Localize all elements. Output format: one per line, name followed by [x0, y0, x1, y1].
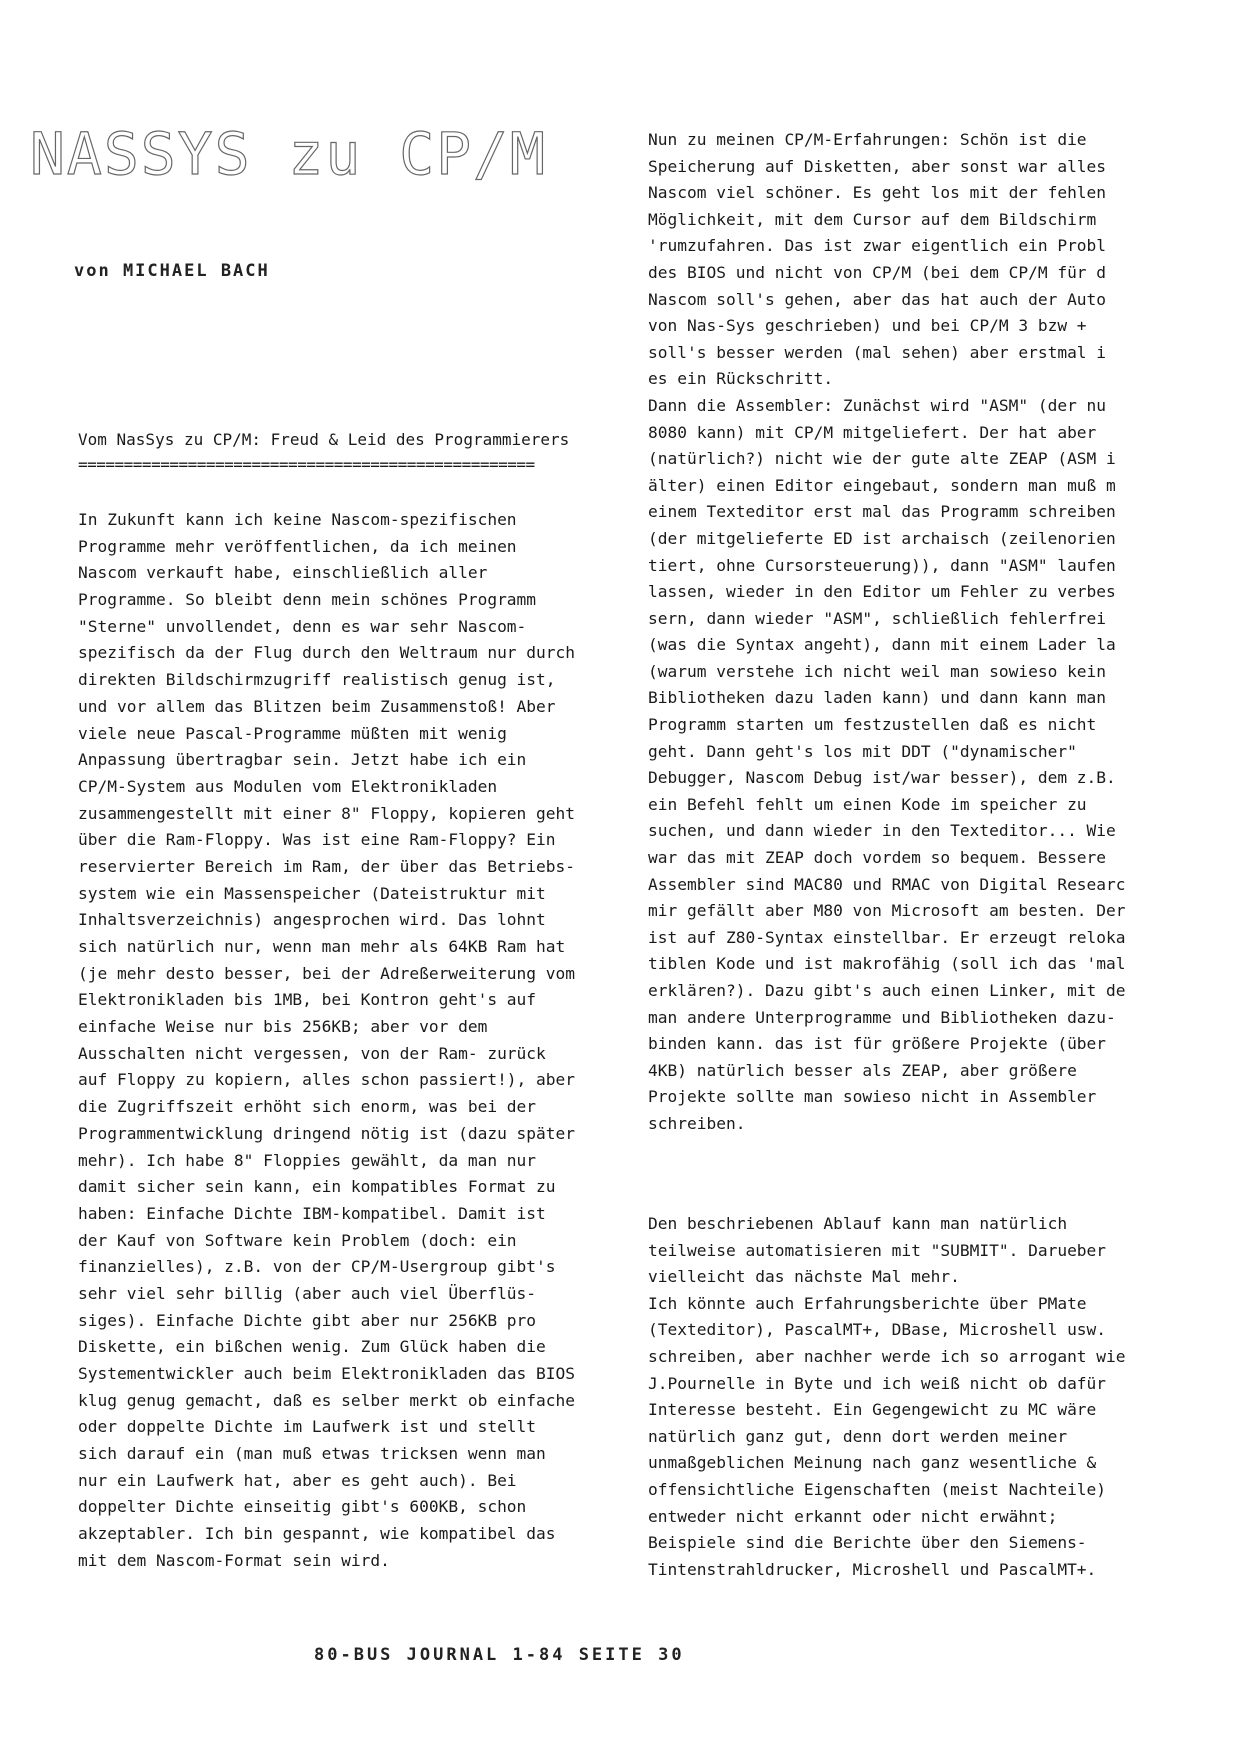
text-line: Systementwickler auch beim Elektronikladen das BIOS [78, 1364, 576, 1383]
article-title: NASSYS zu CP/M [30, 120, 547, 188]
text-line: Möglichkeit, mit dem Cursor auf dem Bildschirm [648, 209, 1097, 229]
text-line: und vor allem das Blitzen beim Zusammenstoß! Aber [78, 696, 556, 716]
text-line: nur ein Laufwerk hat, aber es geht auch). Bei [78, 1470, 517, 1490]
text-line: Debugger, Nascom Debug ist/war besser), dem z.B. [648, 768, 1116, 788]
text-line: Assembler sind MAC80 und RMAC von Digital Researc [648, 874, 1126, 894]
text-line: Tintenstrahldrucker, Microshell und PascalMT+. [648, 1559, 1097, 1579]
text-line: Nun zu meinen CP/M-Erfahrungen: Schön ist die [648, 130, 1087, 149]
text-line: Anpassung übertragbar sein. Jetzt habe ich ein [78, 750, 527, 770]
text-line: (der mitgelieferte ED ist archaisch (zeilenorien [648, 528, 1116, 548]
text-line: In Zukunft kann ich keine Nascom-spezifischen [78, 510, 517, 529]
page-footer: 80-BUS JOURNAL 1-84 SEITE 30 [314, 1645, 685, 1665]
text-line: spezifisch da der Flug durch den Weltraum nur durch [78, 643, 576, 663]
right-column-text-bottom [648, 1211, 1126, 1583]
text-line: teilweise automatisieren mit "SUBMIT". Darueber [648, 1240, 1107, 1260]
text-line: mehr). Ich habe 8" Floppies gewählt, da man nur [78, 1150, 537, 1170]
text-line: Den beschriebenen Ablauf kann man natürlich [648, 1214, 1068, 1233]
text-line: natürlich ganz gut, denn dort werden meiner [648, 1426, 1068, 1446]
text-line: Interesse besteht. Ein Gegengewicht zu MC wäre [648, 1400, 1097, 1420]
text-line: system wie ein Massenspeicher (Dateistruktur mit [78, 883, 546, 903]
text-line: Diskette, ein bißchen wenig. Zum Glück haben die [78, 1337, 546, 1357]
text-line: tiblen Kode und ist makrofähig (soll ich das 'mal [648, 954, 1126, 974]
right-column-text-top [648, 127, 1126, 1138]
text-line: oder doppelte Dichte im Laufwerk ist und stellt [78, 1417, 537, 1437]
text-line: 8080 kann) mit CP/M mitgeliefert. Der hat aber [648, 422, 1097, 442]
text-line: direkten Bildschirmzugriff realistisch genug ist, [78, 670, 556, 690]
text-line: geht. Dann geht's los mit DDT ("dynamischer" [648, 741, 1077, 761]
text-line: klug genug gemacht, daß es selber merkt ob einfache [78, 1390, 576, 1410]
text-line: Nascom soll's gehen, aber das hat auch der Auto [648, 289, 1107, 309]
text-line: sehr viel sehr billig (aber auch viel Überflüs- [78, 1283, 537, 1303]
text-line: Bibliotheken dazu laden kann) und dann kann man [648, 688, 1107, 708]
text-line: sern, dann wieder "ASM", schließlich fehlerfrei [648, 608, 1107, 628]
text-line: Programme mehr veröffentlichen, da ich meinen [78, 536, 517, 556]
text-line: schreiben. [648, 1113, 746, 1133]
text-line: ein Befehl fehlt um einen Kode im speicher zu [648, 794, 1087, 814]
text-line: Nascom verkauft habe, einschließlich aller [78, 563, 488, 583]
text-line: auf Floppy zu kopiern, alles schon passiert!), aber [78, 1070, 576, 1090]
text-line: Elektronikladen bis 1MB, bei Kontron geht's auf [78, 990, 537, 1010]
text-line: mit dem Nascom-Format sein wird. [78, 1550, 390, 1570]
text-line: einem Texteditor erst mal das Programm schreiben [648, 502, 1116, 522]
text-line: akzeptabler. Ich bin gespannt, wie kompatibel das [78, 1524, 556, 1544]
text-line: lassen, wieder in den Editor um Fehler zu verbes [648, 582, 1116, 602]
text-line: viele neue Pascal-Programme müßten mit wenig [78, 723, 507, 743]
text-line: binden kann. das ist für größere Projekte (über [648, 1034, 1107, 1054]
text-line: unmaßgeblichen Meinung nach ganz wesentliche & [648, 1453, 1097, 1473]
text-line: älter) einen Editor eingebaut, sondern man muß m [648, 475, 1116, 495]
text-line: ist auf Z80-Syntax einstellbar. Er erzeugt reloka [648, 927, 1126, 947]
text-line: CP/M-System aus Modulen vom Elektronikladen [78, 776, 498, 796]
text-line: von Nas-Sys geschrieben) und bei CP/M 3 bzw + [648, 316, 1087, 336]
text-line: doppelter Dichte einseitig gibt's 600KB, schon [78, 1497, 527, 1517]
text-line: schreiben, aber nachher werde ich so arrogant wie [648, 1346, 1126, 1366]
text-line: sich natürlich nur, wenn man mehr als 64KB Ram hat [78, 937, 566, 956]
text-line: zusammengestellt mit einer 8" Floppy, kopieren geht [78, 803, 576, 823]
text-line: Beispiele sind die Berichte über den Siemens- [648, 1533, 1087, 1553]
text-line: suchen, und dann wieder in den Texteditor... Wie [648, 821, 1116, 841]
text-line: Ausschalten nicht vergessen, von der Ram- zurück [78, 1043, 546, 1063]
text-line: J.Pournelle in Byte und ich weiß nicht ob dafür [648, 1373, 1107, 1393]
text-line: 'rumzufahren. Das ist zwar eigentlich ein Probl [648, 236, 1107, 256]
text-line: die Zugriffszeit erhöht sich enorm, was bei der [78, 1097, 537, 1117]
text-line: über die Ram-Floppy. Was ist eine Ram-Floppy? Ein [78, 830, 556, 850]
text-line: Projekte sollte man sowieso nicht in Assembler [648, 1087, 1097, 1107]
text-line: Programmentwicklung dringend nötig ist (dazu später [78, 1123, 576, 1143]
text-line: war das mit ZEAP doch vordem so bequem. Bessere [648, 848, 1107, 868]
text-line: mir gefällt aber M80 von Microsoft am besten. Der [648, 901, 1126, 921]
text-line: der Kauf von Software kein Problem (doch: ein [78, 1230, 517, 1250]
text-line: Programm starten um festzustellen daß es nicht [648, 715, 1097, 735]
text-line: Ich könnte auch Erfahrungsberichte über PMate [648, 1293, 1087, 1313]
article-subtitle: Vom NasSys zu CP/M: Freud & Leid des Programmierers [78, 430, 570, 449]
text-line: (natürlich?) nicht wie der gute alte ZEAP (ASM i [648, 449, 1116, 469]
text-line: sich darauf ein (man muß etwas tricksen wenn man [78, 1444, 546, 1464]
text-line: man andere Unterprogramme und Bibliotheken dazu- [648, 1007, 1116, 1027]
text-line: entweder nicht erkannt oder nicht erwähnt; [648, 1506, 1058, 1526]
text-line: Inhaltsverzeichnis) angesprochen wird. Das lohnt [78, 910, 546, 930]
text-line: soll's besser werden (mal sehen) aber erstmal i [648, 342, 1107, 362]
text-line: (warum verstehe ich nicht weil man sowieso kein [648, 661, 1107, 681]
text-line: Speicherung auf Disketten, aber sonst war alles [648, 156, 1107, 176]
text-line: einfache Weise nur bis 256KB; aber vor dem [78, 1017, 488, 1037]
text-line: offensichtliche Eigenschaften (meist Nachteile) [648, 1479, 1107, 1499]
text-line: erklären?). Dazu gibt's auch einen Linker, mit de [648, 981, 1126, 1000]
text-line: finanzielles), z.B. von der CP/M-Usergroup gibt's [78, 1257, 556, 1277]
subtitle-underline: ================================================== [78, 455, 535, 474]
text-line: vielleicht das nächste Mal mehr. [648, 1267, 960, 1287]
text-line: "Sterne" unvollendet, denn es war sehr Nascom- [78, 616, 527, 636]
text-line: 4KB) natürlich besser als ZEAP, aber größere [648, 1060, 1077, 1080]
text-line: (je mehr desto besser, bei der Adreßerweiterung vom [78, 963, 576, 983]
text-line: Nascom viel schöner. Es geht los mit der fehlen [648, 183, 1107, 203]
article-author: von MICHAEL BACH [74, 261, 270, 281]
text-line: haben: Einfache Dichte IBM-kompatibel. Damit ist [78, 1203, 546, 1223]
text-line: es ein Rückschritt. [648, 369, 834, 389]
text-line: Programme. So bleibt denn mein schönes Programm [78, 590, 537, 610]
text-line: siges). Einfache Dichte gibt aber nur 256KB pro [78, 1310, 537, 1330]
text-line: (Texteditor), PascalMT+, DBase, Microshell usw. [648, 1320, 1107, 1340]
text-line: (was die Syntax angeht), dann mit einem Lader la [648, 635, 1116, 655]
text-line: tiert, ohne Cursorsteuerung)), dann "ASM" laufen [648, 555, 1116, 575]
text-line: reservierter Bereich im Ram, der über das Betriebs- [78, 856, 576, 876]
text-line: des BIOS und nicht von CP/M (bei dem CP/M für d [648, 262, 1107, 282]
text-line: damit sicher sein kann, ein kompatibles Format zu [78, 1177, 556, 1197]
text-line: Dann die Assembler: Zunächst wird "ASM" (der nu [648, 395, 1107, 415]
left-column-text [78, 507, 575, 1575]
